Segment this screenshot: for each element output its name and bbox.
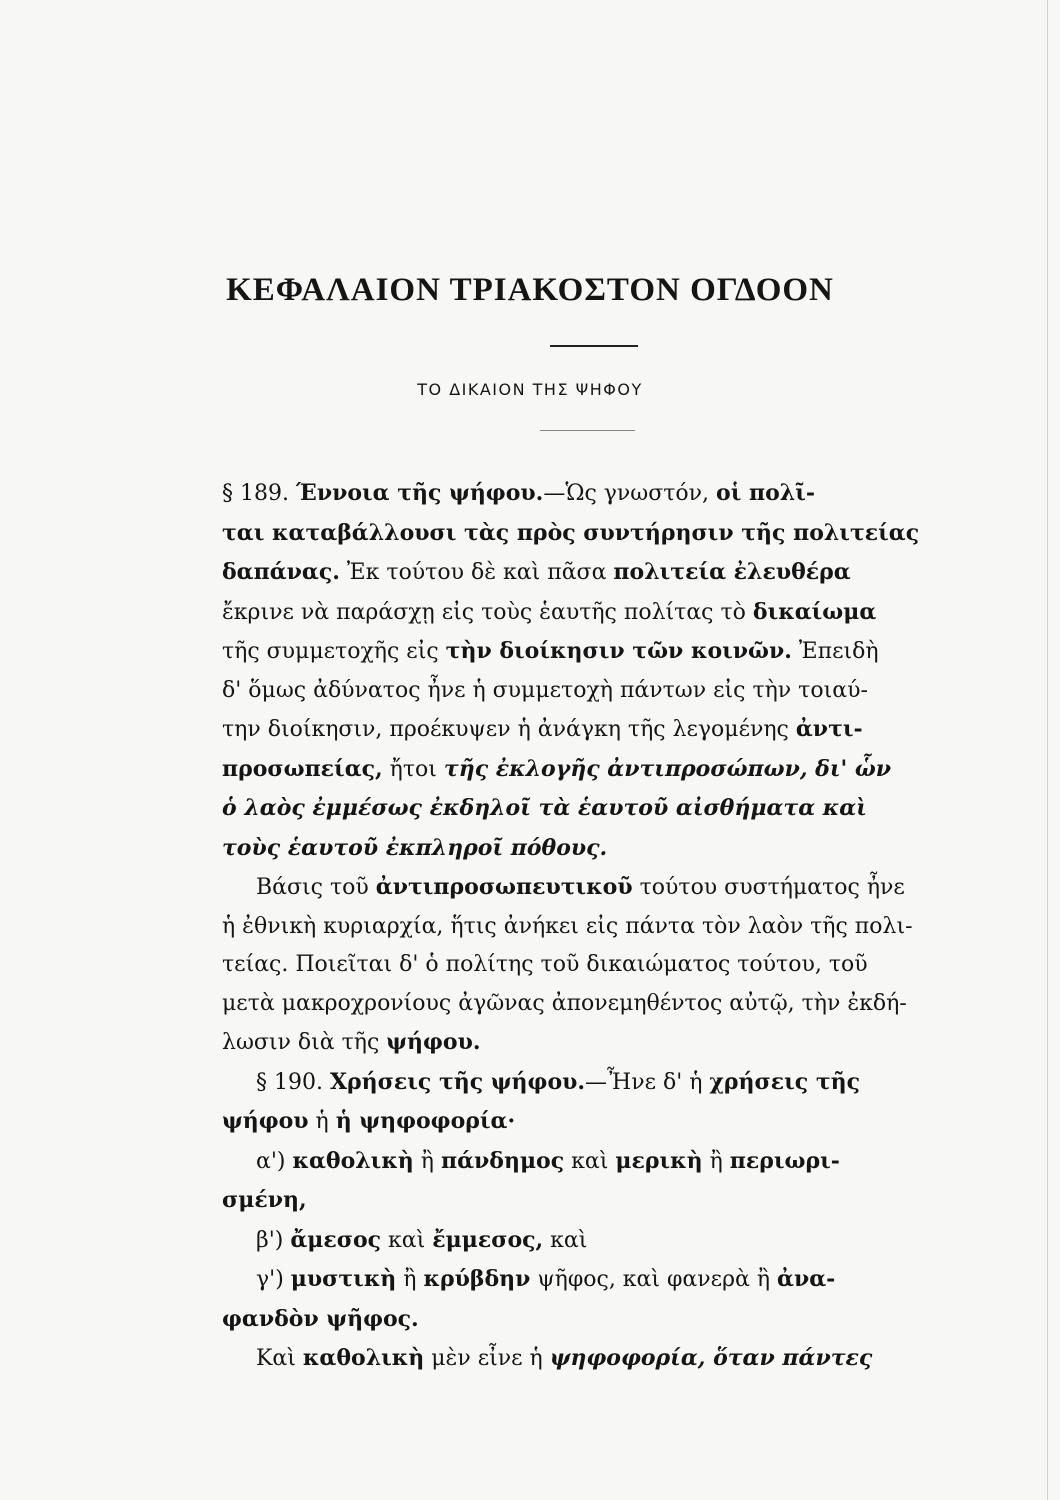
text-line <box>222 1142 934 1182</box>
text-segment: ψῆφος, καὶ φανερὰ ἢ <box>530 1267 778 1292</box>
subtitle-divider <box>540 430 635 431</box>
text-segment: οἱ πολῖ- <box>716 480 815 506</box>
text-segment: σμένη, <box>222 1187 307 1213</box>
text-segment: ται καταβάλλουσι τὰς πρὸς συντήρησιν τῆς πολιτείας <box>222 519 920 546</box>
text-line <box>222 946 934 985</box>
text-segment: καθολικὴ <box>302 1345 425 1371</box>
text-line <box>222 1339 934 1379</box>
text-segment: ἢ <box>702 1148 730 1174</box>
text-segment: δαπάνας. <box>222 559 340 585</box>
text-line <box>222 553 934 593</box>
text-segment: ψηφοφορία, ὅταν πάντες <box>549 1345 873 1371</box>
text-segment: καὶ <box>543 1227 588 1253</box>
text-line <box>222 1181 934 1221</box>
text-segment: καὶ <box>564 1148 616 1174</box>
text-line <box>222 1063 934 1103</box>
text-line <box>222 593 934 633</box>
text-segment: ἢ <box>396 1267 424 1292</box>
text-line <box>222 868 934 908</box>
text-segment: ἡ ἐθνικὴ κυριαρχία, ἥτις ἀνήκει εἰς πάντα τὸν λαὸν τῆς πολι- <box>222 913 913 939</box>
chapter-subtitle: ΤΟ ΔΙΚΑΙΟΝ ΤΗΣ ΨΗΦΟΥ <box>417 380 643 399</box>
text-segment: καθολικὴ <box>292 1147 414 1174</box>
text-segment: μὲν εἶνε ἡ <box>424 1346 550 1371</box>
text-segment: ἡ ψηφοφορία· <box>335 1108 516 1134</box>
text-segment: § 189. <box>222 481 296 506</box>
text-segment: ἤτοι <box>382 756 444 782</box>
text-line <box>222 985 934 1024</box>
text-segment: τὴν διοίκησιν τῶν κοινῶν. <box>445 638 792 664</box>
text-segment: β') <box>256 1227 291 1253</box>
body-text <box>222 474 934 1379</box>
text-segment: τῆς συμμετοχῆς εἰς <box>222 639 446 664</box>
text-segment: Ἐπειδὴ <box>791 639 879 664</box>
text-segment: δικαίωμα <box>752 598 877 625</box>
text-segment: —Ὡς γνωστόν, <box>543 481 717 506</box>
text-line <box>222 474 934 514</box>
text-line <box>222 1221 934 1261</box>
text-segment: πολιτεία ἐλευθέρα <box>613 559 851 585</box>
text-segment: ψήφου <box>222 1108 309 1134</box>
text-line <box>222 789 934 829</box>
text-segment: ἀντιπροσωπευτικοῦ <box>375 874 633 900</box>
text-segment: την διοίκησιν, προέκυψεν ἡ ἀνάγκη τῆς λεγομένης <box>222 717 796 742</box>
text-segment: —Ἦνε δ' ἡ <box>585 1069 710 1095</box>
page-edge <box>1047 0 1048 1500</box>
text-segment: τείας. Ποιεῖται δ' ὁ πολίτης τοῦ δικαιώματος τούτου, τοῦ <box>222 952 868 977</box>
text-line <box>222 750 934 790</box>
text-line <box>222 1260 934 1300</box>
text-segment: μυστικὴ <box>290 1266 397 1292</box>
text-segment: καὶ <box>381 1227 433 1253</box>
text-segment: ἄμεσος <box>290 1226 382 1253</box>
text-segment: ἡ <box>308 1109 336 1134</box>
text-line <box>222 672 934 711</box>
text-segment: Βάσις τοῦ <box>256 875 376 900</box>
text-segment: Καὶ <box>256 1346 303 1371</box>
text-segment: λωσιν διὰ τῆς <box>222 1030 387 1055</box>
text-segment: γ') <box>256 1267 291 1292</box>
text-segment: τῆς ἐκλογῆς ἀντιπροσώπων, δι' ὧν <box>443 755 892 782</box>
text-line <box>222 710 934 750</box>
text-segment: ἢ <box>413 1148 441 1174</box>
title-divider <box>550 345 638 347</box>
text-segment: μερικὴ <box>615 1147 703 1174</box>
text-segment: ὁ λαὸς ἐμμέσως ἐκδηλοῖ τὰ ἑαυτοῦ αἰσθήματα καὶ <box>222 795 867 821</box>
text-segment: προσωπείας, <box>222 755 383 782</box>
text-segment: τούτου συστήματος ἦνε <box>632 875 905 900</box>
text-segment: ἔκρινε νὰ παράσχῃ εἰς τοὺς ἑαυτῆς πολίτας τὸ <box>222 599 753 625</box>
text-segment: Χρήσεις τῆς ψήφου. <box>329 1068 586 1095</box>
text-line <box>222 829 934 869</box>
text-segment: πάνδημος <box>440 1147 565 1174</box>
text-segment: μετὰ μακροχρονίους ἀγῶνας ἀπονεμηθέντος αὐτῷ, τὴν ἐκδή- <box>222 990 907 1016</box>
text-line <box>222 1300 934 1340</box>
text-line <box>222 1023 934 1063</box>
text-line <box>222 632 934 672</box>
text-segment: α') <box>256 1148 293 1174</box>
text-line <box>222 908 934 947</box>
text-segment: ἀνα- <box>777 1266 836 1292</box>
text-segment: Έννοια τῆς ψήφου. <box>295 480 544 506</box>
text-line <box>222 1102 934 1142</box>
text-line <box>222 514 934 554</box>
text-segment: κρύβδην <box>423 1266 531 1292</box>
text-segment: Ἐκ τούτου δὲ καὶ πᾶσα <box>339 560 614 585</box>
text-segment: φανδὸν ψῆφος. <box>222 1305 419 1332</box>
text-segment: τοὺς ἑαυτοῦ ἐκπληροῖ πόθους. <box>222 834 608 861</box>
text-segment: δ' ὅμως ἀδύνατος ἦνε ἡ συμμετοχὴ πάντων εἰς τὴν τοιαύ- <box>222 677 868 703</box>
text-segment: χρήσεις τῆς <box>709 1068 861 1095</box>
text-segment: § 190. <box>256 1069 330 1095</box>
chapter-title: ΚΕΦΑΛΑΙΟΝ ΤΡΙΑΚΟΣΤΟΝ ΟΓΔΟΟΝ <box>226 272 834 308</box>
text-segment: ἔμμεσος, <box>432 1226 544 1253</box>
text-segment: ψήφου. <box>386 1029 481 1055</box>
text-segment: περιωρι- <box>729 1147 840 1174</box>
text-segment: ἀντι- <box>795 716 863 742</box>
